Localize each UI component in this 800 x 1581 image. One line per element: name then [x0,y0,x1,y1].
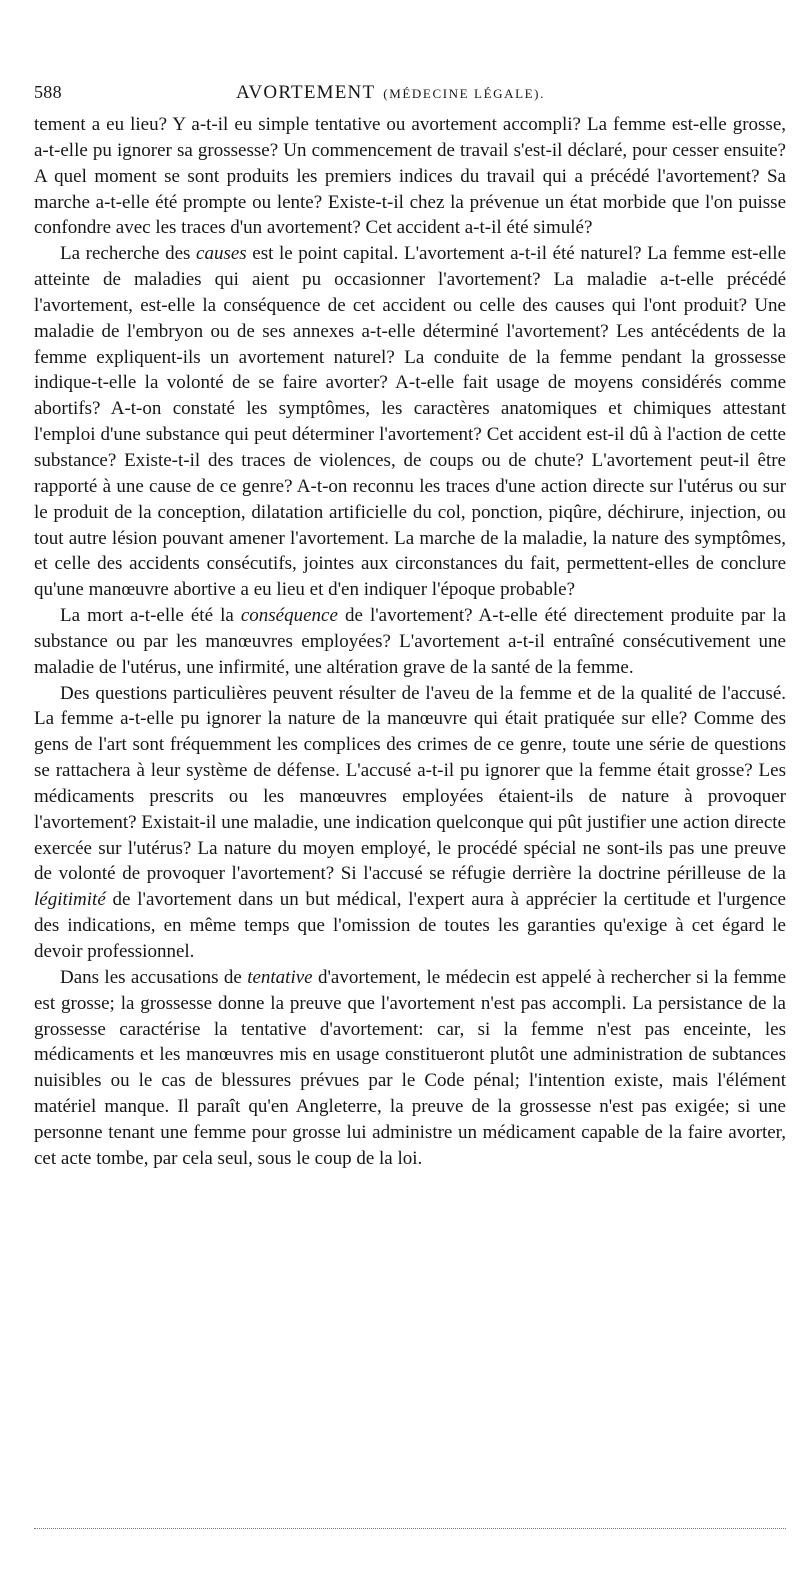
italic-term: conséquence [240,605,338,627]
paragraph-continued [34,112,786,241]
text-run: tement a eu lieu? Y a-t-il eu simple tentative ou avortement accompli? La femme est-elle grosse, a-t-elle pu ignorer sa grossesse? Un commencement de travail s'est-il déclaré, pour cesser ensuite? A quel moment se sont produits les premiers indices du travail qui a précédé l'avortement? Sa marche a-t-elle été prompte ou lente? Existe-t-il chez la prévenue un état morbide que l'on puisse confondre avec les traces d'un avortement? Cet accident a-t-il été simulé? [34,114,786,239]
body-text [34,112,786,1172]
text-run: Dans les accusations de [60,966,248,988]
text-run: La recherche des [60,243,197,265]
text-run: La mort a-t-elle été la [60,605,241,627]
running-title: AVORTEMENT [236,82,376,103]
text-run: de l'avortement? A-t-elle été directement produite par la substance ou par les manœuvres employées? L'avortement a-t-il entraîné consécutivement une maladie de l'utérus, une infirmité, une altération grave de la santé de la femme. [34,605,787,678]
paragraph-causes [34,241,786,603]
paragraph-consequence [34,603,786,681]
paragraph-attempt [34,965,786,1172]
book-page [34,82,786,1172]
text-run: est le point capital. L'avortement a-t-il été naturel? La femme est-elle atteinte de maladies qui aient pu occasionner l'avortement? La maladie a-t-elle précédé l'avortement, est-elle la conséquence de cet accident ou celle des causes qui l'ont produit? Une maladie de l'embryon ou de ses annexes a-t-elle déterminé l'avortement? Les antécédents de la femme expliquent-ils un avortement naturel? La conduite de la femme pendant la grossesse indique-t-elle la volonté de se faire avorter? A-t-elle fait usage de moyens considérés comme abortifs? A-t-on constaté les symptômes, les caractères anatomiques et chimiques attestant l'emploi d'une substance qui peut déterminer l'avortement? Cet accident est-il dû à l'action de cette substance? Existe-t-il des traces de violences, de coups ou de chute? L'avortement peut-il être rapporté à une cause de ce genre? A-t-on reconnu les traces d'une action directe sur l'utérus ou sur le produit de la conception, dilatation artificielle du col, ponction, piqûre, déchirure, injection, ou tout autre lésion pouvant amener l'avortement. La marche de la maladie, la nature des symptômes, et celle des accidents consécutifs, jointes aux circonstances du fait, permettent-elles de conclure qu'une manœuvre abortive a eu lieu et d'en indiquer l'époque probable? [34,243,787,601]
italic-term: tentative [247,966,313,988]
text-run: Des questions particulières peuvent résulter de l'aveu de la femme et de la qualité de l'accusé. La femme a-t-elle pu ignorer la nature de la manœuvre qui était pratiquée sur elle? Comme des gens de l'art sont fréquemment les complices des crimes de ce genre, toute une série de questions se rattachera à leur système de défense. L'accusé a-t-il pu ignorer que la femme était grosse? Les médicaments prescrits ou les manœuvres employées étaient-ils de nature à provoquer l'avortement? Existait-il une maladie, une indication quelconque qui pût justifier une action directe exercée sur l'utérus? La nature du moyen employé, le procédé spécial ne sont-ils pas une preuve de volonté de provoquer l'avortement? Si l'accusé se réfugie derrière la doctrine périlleuse de la [34,682,786,885]
text-run: de l'avortement dans un but médical, l'expert aura à apprécier la certitude et l'urgence des indications, en même temps que l'omission de toutes les garanties qu'exige à cet égard le devoir professionnel. [34,889,786,962]
text-run: d'avortement, le médecin est appelé à rechercher si la femme est grosse; la grossesse donne la preuve que l'avortement n'est pas accompli. La persistance de la grossesse caractérise la tentative d'avortement: car, si la femme n'est pas enceinte, les médicaments et les manœuvres mis en usage constitueront plutôt une administration de subtances nuisibles ou le cas de blessures prévues par le Code pénal; l'intention existe, mais l'élément matériel manque. Il paraît qu'en Angleterre, la preuve de la grossesse n'est pas exigée; si une personne tenant une femme pour grosse lui administre un médicament capable de la faire avorter, cet acte tombe, par cela seul, sous le coup de la loi. [34,966,786,1169]
footer-dotted-rule [34,1528,786,1529]
running-header [34,82,786,112]
page-number: 588 [34,82,62,102]
running-subtitle: (MÉDECINE LÉGALE). [383,86,545,101]
italic-term: causes [196,243,247,265]
paragraph-particular-questions [34,681,786,965]
italic-term: légitimité [34,889,106,911]
